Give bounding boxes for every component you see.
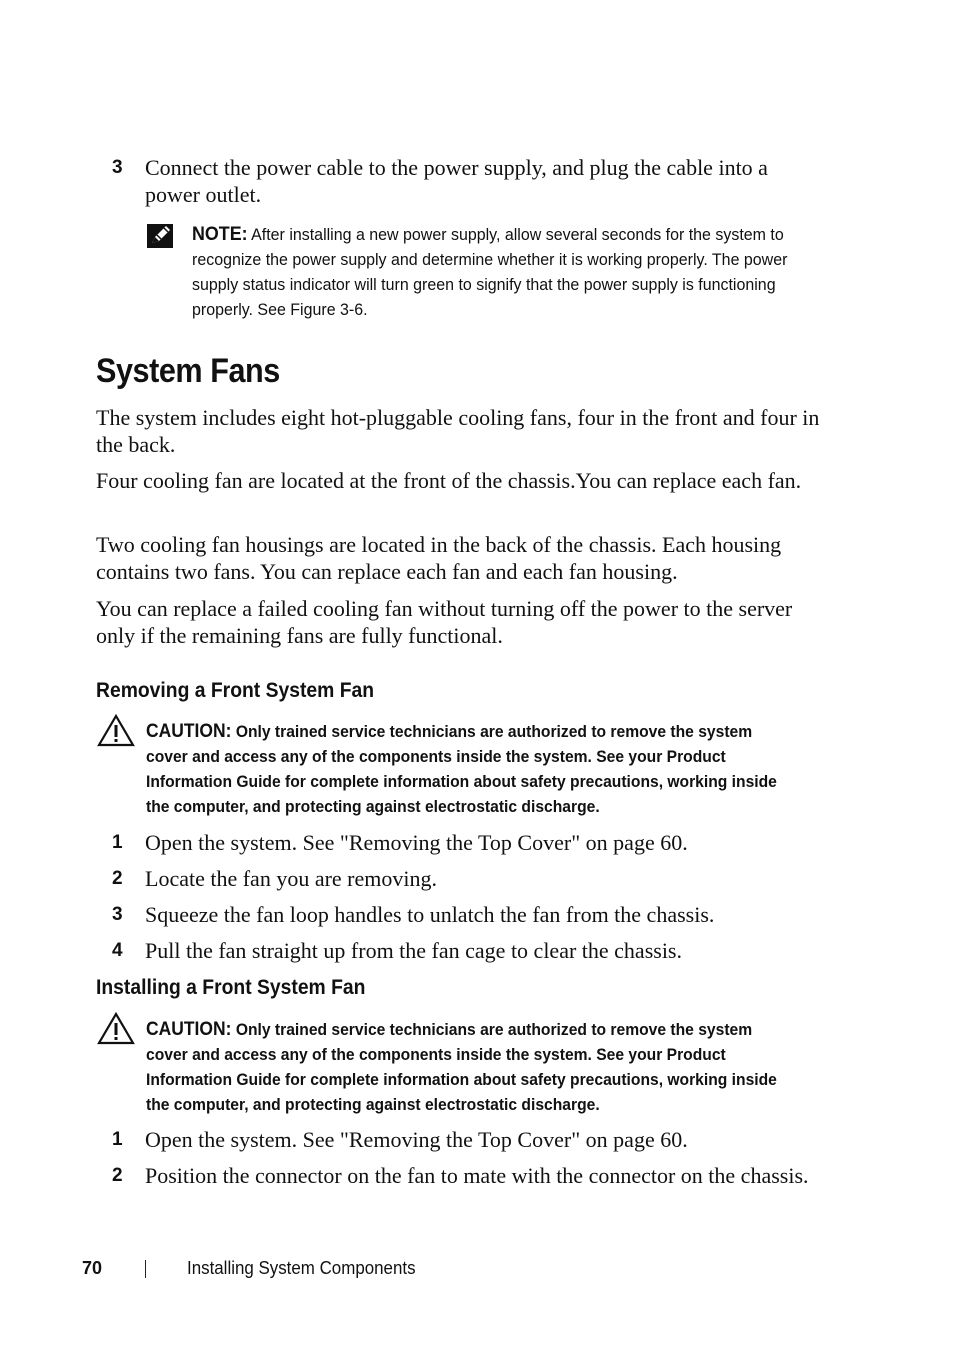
step-number: 1 <box>112 1129 123 1150</box>
step-text: Open the system. See "Removing the Top Cover" on page 60. <box>145 830 688 855</box>
caution-triangle-icon <box>97 1012 135 1045</box>
caution-label: CAUTION: <box>146 1019 232 1040</box>
step-text: Locate the fan you are removing. <box>145 866 437 891</box>
note-label: NOTE: <box>192 224 248 245</box>
caution-triangle-icon <box>97 714 135 747</box>
note-text: After installing a new power supply, allow several seconds for the system to recognize the power supply and determine whether it is working properly. The power supply status indicator will turn green to signify that the power supply is functioning properly. See Figure 3-6. <box>192 225 788 319</box>
step-number: 3 <box>112 904 123 925</box>
step-number: 2 <box>112 1165 123 1186</box>
note-block <box>192 222 794 322</box>
step-number: 1 <box>112 832 123 853</box>
step-text: Squeeze the fan loop handles to unlatch the fan from the chassis. <box>145 902 715 927</box>
paragraph-3: Two cooling fan housings are located in the back of the chassis. Each housing contains two fans. You can replace each fan and each fan housing. <box>96 532 782 584</box>
subsection-title-installing: Installing a Front System Fan <box>96 976 366 999</box>
caution-block-removing <box>146 719 790 819</box>
step-number: 3 <box>112 157 123 178</box>
footer-section-title: Installing System Components <box>187 1258 416 1278</box>
caution-block-installing <box>146 1017 790 1117</box>
note-pencil-icon <box>146 223 174 249</box>
footer-divider <box>145 1260 146 1278</box>
section-title: System Fans <box>96 352 280 390</box>
step-number: 2 <box>112 868 123 889</box>
page-number: 70 <box>82 1258 103 1278</box>
caution-label: CAUTION: <box>146 721 232 742</box>
paragraph-4: You can replace a failed cooling fan without turning off the power to the server only if the remaining fans are fully functional. <box>96 596 793 648</box>
step-number: 4 <box>112 940 123 961</box>
step-text: Connect the power cable to the power supply, and plug the cable into a power outlet. <box>145 155 768 207</box>
step-text: Open the system. See "Removing the Top Cover" on page 60. <box>145 1127 688 1152</box>
step-text: Position the connector on the fan to mate with the connector on the chassis. <box>145 1163 809 1188</box>
paragraph-1: The system includes eight hot-pluggable cooling fans, four in the front and four in the back. <box>96 405 820 457</box>
caution-text: Only trained service technicians are authorized to remove the system cover and access any of the components inside the system. See your Product Information Guide for complete information about safety precautions, working inside the computer, and protecting against electrostatic discharge. <box>146 1020 777 1114</box>
paragraph-2: Four cooling fan are located at the front of the chassis.You can replace each fan. <box>96 468 802 493</box>
caution-text: Only trained service technicians are authorized to remove the system cover and access any of the components inside the system. See your Product Information Guide for complete information about safety precautions, working inside the computer, and protecting against electrostatic discharge. <box>146 722 777 816</box>
subsection-title-removing: Removing a Front System Fan <box>96 679 375 702</box>
step-text: Pull the fan straight up from the fan cage to clear the chassis. <box>145 938 682 963</box>
